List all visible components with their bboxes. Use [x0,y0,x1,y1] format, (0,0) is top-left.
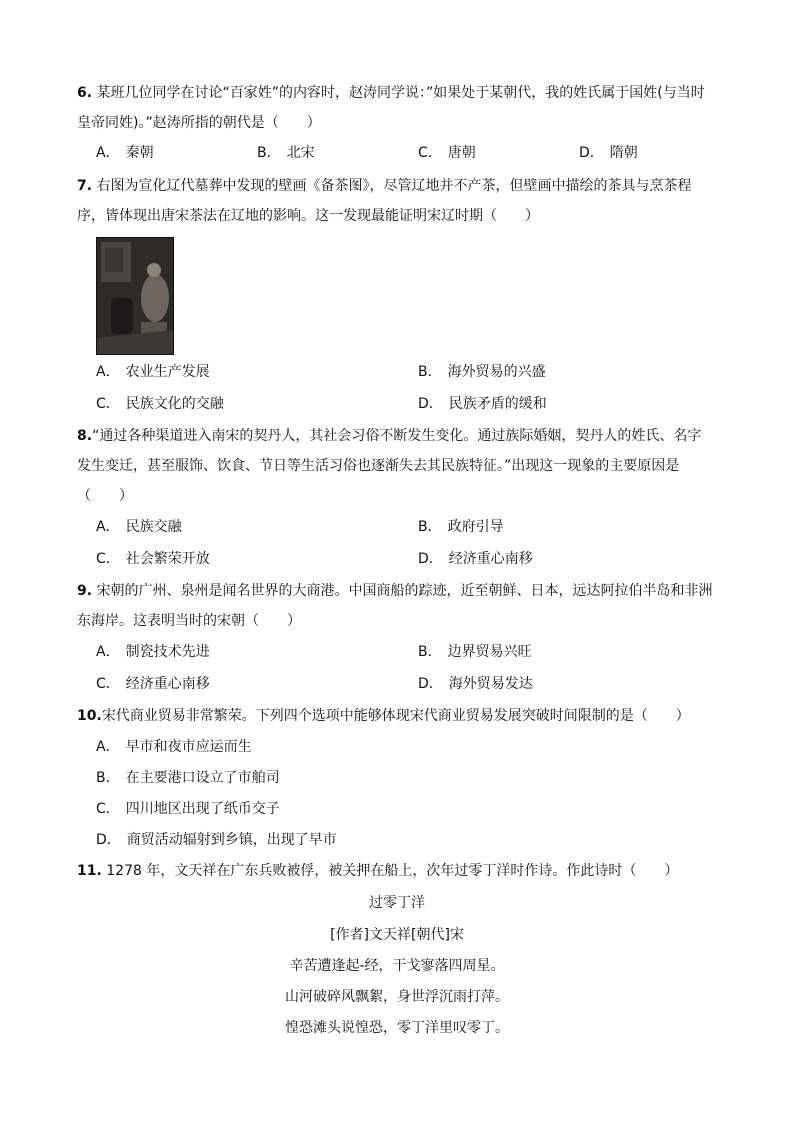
poem-title: 过零丁洋 [369,895,425,911]
option-b[interactable]: B． 在主要港口设立了市舶司 [96,770,280,786]
question-text: 宋朝的广州、泉州是闻名世界的大商港。中国商船的踪迹，近至朝鲜、日本，远达阿拉伯半岛和非洲 [96,583,713,599]
question-11-line-1 [77,861,754,881]
option-c[interactable]: C． 社会繁荣开放 [96,551,210,567]
option-c[interactable]: C． 经济重心南移 [96,676,210,692]
option-b[interactable]: B． 海外贸易的兴盛 [418,364,546,380]
option-a[interactable]: A． 制瓷技术先进 [96,644,210,660]
option-b[interactable]: B． 边界贸易兴旺 [418,644,532,660]
option-c[interactable]: C． 民族文化的交融 [96,396,224,412]
question-8-line-2 [77,456,754,476]
question-number: 6. [77,85,93,101]
question-10-line-1 [77,706,754,726]
question-7-line-2 [77,206,754,226]
question-text: 发生变迁，甚至服饰、饮食、节日等生活习俗也逐渐失去其民族特征。”出现这一现象的主要原因是 [77,458,680,474]
option-d[interactable]: D． 民族矛盾的缓和 [418,396,547,412]
question-text: 右图为宣化辽代墓葬中发现的壁画《备茶图》，尽管辽地并不产茶，但壁画中描绘的茶具与烹茶程 [96,178,692,194]
option-a[interactable]: A． 民族交融 [96,519,182,535]
question-number: 7. [77,178,93,194]
question-text: 某班几位同学在讨论“百家姓”的内容时，赵涛同学说：”如果处于某朝代，我的姓氏属于国姓(与当时 [96,85,705,101]
poem-byline: [作者]文天祥[朝代]宋 [330,927,464,943]
question-text: 序，皆体现出唐宋茶法在辽地的影响。这一发现最能证明宋辽时期（ ） [77,208,539,224]
option-a[interactable]: A． 秦朝 [96,145,154,161]
question-text: （ ） [77,488,133,504]
question-text: 东海岸。这表明当时的宋朝（ ） [77,613,301,629]
option-a[interactable]: A． 农业生产发展 [96,364,210,380]
question-8-line-3 [77,486,754,506]
option-d[interactable]: D． 经济重心南移 [418,551,533,567]
option-b[interactable]: B． 北宋 [257,145,315,161]
question-text: 皇帝同姓)。”赵涛所指的朝代是（ ） [77,115,321,131]
question-number: 8. [77,428,93,444]
question-text: 1278 年，文天祥在广东兵败被俘，被关押在船上，次年过零丁洋时作诗。作此诗时（ ） [106,863,679,879]
question-6-line-2 [77,113,754,133]
question-6-line-1 [77,83,754,103]
poem-verse: 山河破碎风飘絮，身世浮沉雨打萍。 [285,989,509,1005]
option-b[interactable]: B． 政府引导 [418,519,504,535]
poem-verse: 惶恐滩头说惶恐，零丁洋里叹零丁。 [285,1020,509,1036]
mural-image [96,237,174,355]
poem-verse: 辛苦遭逢起-经，干戈寥落四周星。 [289,958,505,974]
option-d[interactable]: D． 海外贸易发达 [418,676,533,692]
question-text: 宋代商业贸易非常繁荣。下列四个选项中能够体现宋代商业贸易发展突破时间限制的是（ ） [101,708,690,724]
question-number: 11. [77,863,102,879]
option-a[interactable]: A． 早市和夜市应运而生 [96,739,252,755]
option-c[interactable]: C． 唐朝 [418,145,476,161]
question-9-line-2 [77,611,754,631]
question-7-line-1 [77,176,754,196]
option-d[interactable]: D． 隋朝 [579,145,638,161]
question-number: 9. [77,583,93,599]
option-d[interactable]: D． 商贸活动辐射到乡镇，出现了早市 [96,832,337,848]
option-c[interactable]: C． 四川地区出现了纸币交子 [96,801,280,817]
question-number: 10. [77,708,102,724]
question-text: “通过各种渠道进入南宋的契丹人，其社会习俗不断发生变化。通过族际婚姻，契丹人的姓氏、名字 [92,428,702,444]
question-8-line-1 [77,426,754,446]
question-9-line-1 [77,581,754,601]
